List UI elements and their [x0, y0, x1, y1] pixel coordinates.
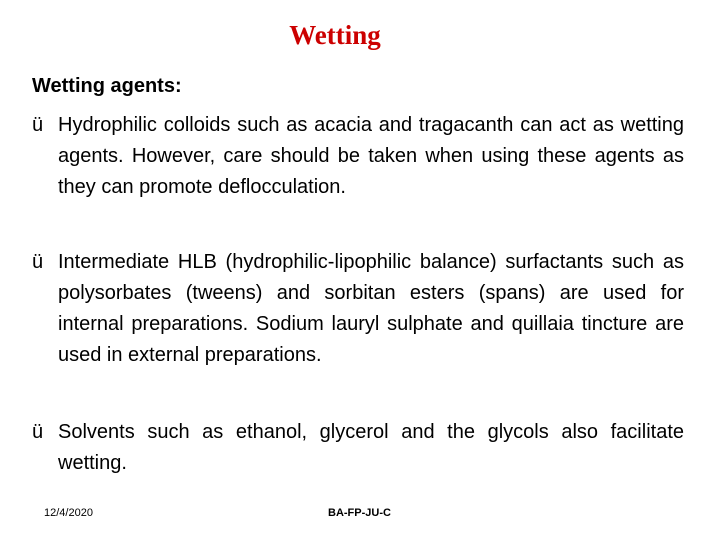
footer-code: BA-FP-JU-C [328, 507, 391, 519]
bullet-text: Hydrophilic colloids such as acacia and tragacanth can act as wetting agents. However, care should be taken when using these agents as they can promote deflocculation. [58, 114, 684, 198]
check-mark-icon: ü [32, 251, 44, 273]
footer-date: 12/4/2020 [44, 507, 93, 519]
check-mark-icon: ü [32, 421, 44, 443]
bullet-text: Solvents such as ethanol, glycerol and the glycols also facilitate wetting. [58, 421, 684, 474]
bullet-text: Intermediate HLB (hydrophilic-lipophilic balance) surfactants such as polysorbates (tweens) and sorbitan esters (spans) are used for internal preparations. Sodium lauryl sulphate and quillaia tincture are used in external preparations. [58, 251, 684, 366]
bullet-item [32, 110, 684, 203]
check-mark-icon: ü [32, 114, 44, 136]
section-heading: Wetting agents: [32, 75, 182, 97]
bullet-item [32, 417, 684, 479]
slide-title: Wetting [289, 20, 381, 50]
bullet-item [32, 247, 684, 371]
